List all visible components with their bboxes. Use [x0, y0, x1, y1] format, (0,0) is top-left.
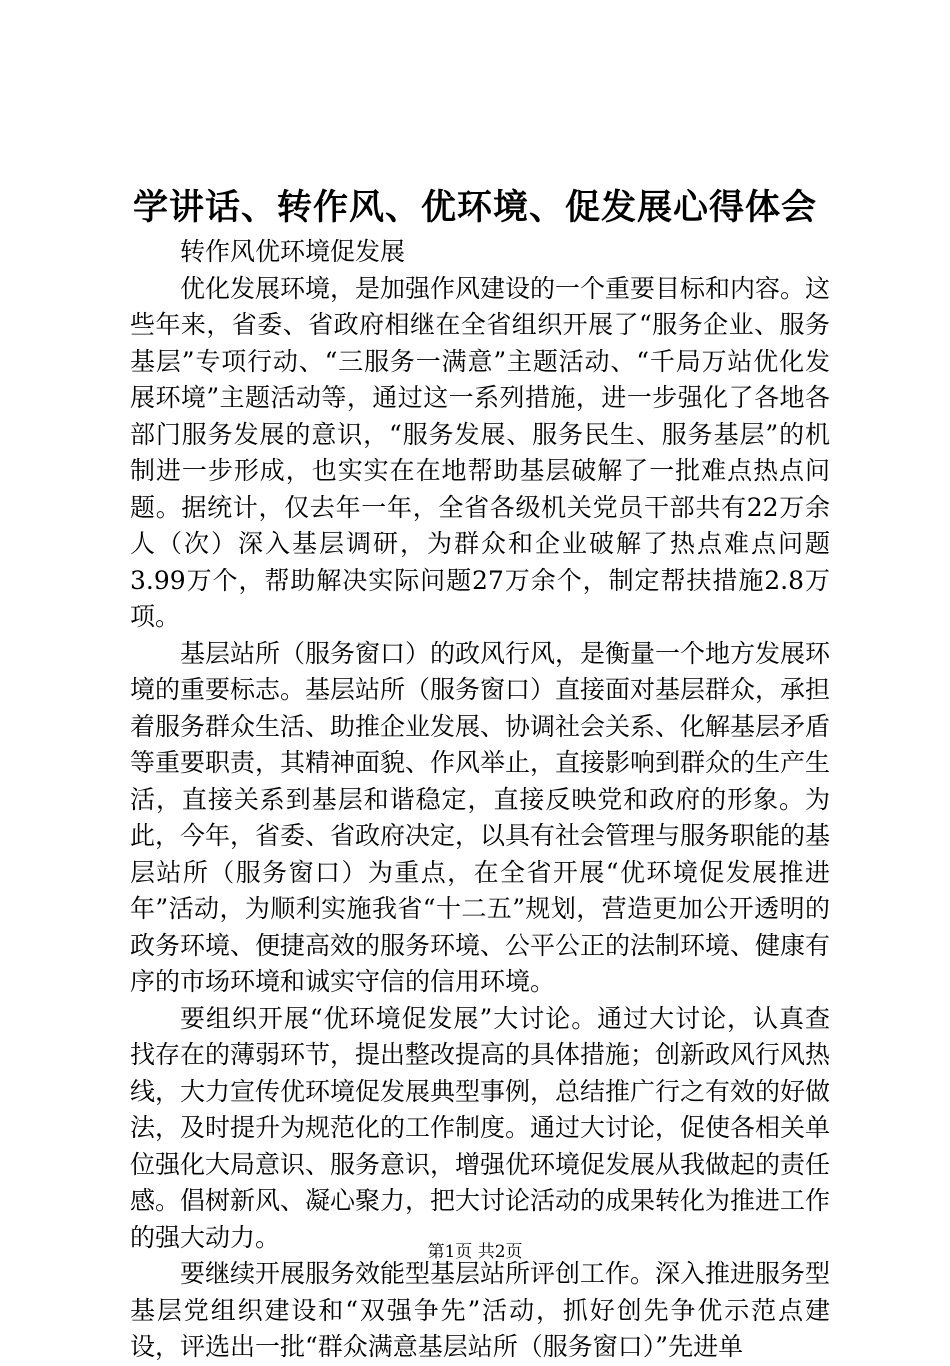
page-number-footer: 第1页 共2页 [427, 1242, 523, 1262]
paragraph-4: 要继续开展服务效能型基层站所评创工作。深入推进服务型基层党组织建设和“双强争先”活动，抓好创先争优示范点建设，评选出一批“群众满意基层站所（服务窗口）”先进单 [130, 1259, 831, 1361]
document-body [130, 234, 830, 1366]
paragraph-3: 要组织开展“优环境促发展”大讨论。通过大讨论，认真查找存在的薄弱环节，提出整改提高的具体措施；创新政风行风热线，大力宣传优环境促发展典型事例，总结推广行之有效的好做法，及时提升为规范化的工作制度。通过大讨论，促使各相关单位强化大局意识、服务意识，增强优环境促发展从我做起的责任感。倡树新风、凝心聚力，把大讨论活动的成果转化为推进工作的强大动力。 [130, 1003, 831, 1252]
paragraph-2: 基层站所（服务窗口）的政风行风，是衡量一个地方发展环境的重要标志。基层站所（服务窗口）直接面对基层群众，承担着服务群众生活、助推企业发展、协调社会关系、化解基层矛盾等重要职责，其精神面貌、作风举止，直接影响到群众的生产生活，直接关系到基层和谐稳定，直接反映党和政府的形象。为此，今年，省委、省政府决定，以具有社会管理与服务职能的基层站所（服务窗口）为重点，在全省开展“优环境促发展推进年”活动，为顺利实施我省“十二五”规划，营造更加公开透明的政务环境、便捷高效的服务环境、公平公正的法制环境、健康有序的市场环境和诚实守信的信用环境。 [130, 638, 831, 996]
paragraph-1: 优化发展环境，是加强作风建设的一个重要目标和内容。这些年来，省委、省政府相继在全省组织开展了“服务企业、服务基层”专项行动、“三服务一满意”主题活动、“千局万站优化发展环境”主题活动等，通过这一系列措施，进一步强化了各地各部门服务发展的意识，“服务发展、服务民生、服务基层”的机制进一步形成，也实实在在地帮助基层破解了一批难点热点问题。据统计，仅去年一年，全省各级机关党员干部共有22万余人（次）深入基层调研，为群众和企业破解了热点难点问题3.99万个，帮助解决实际问题27万余个，制定帮扶措施2.8万项。 [130, 273, 831, 631]
document-subtitle: 转作风优环境促发展 [180, 237, 406, 266]
document-title: 学讲话、转作风、优环境、促发展心得体会 [132, 187, 817, 228]
